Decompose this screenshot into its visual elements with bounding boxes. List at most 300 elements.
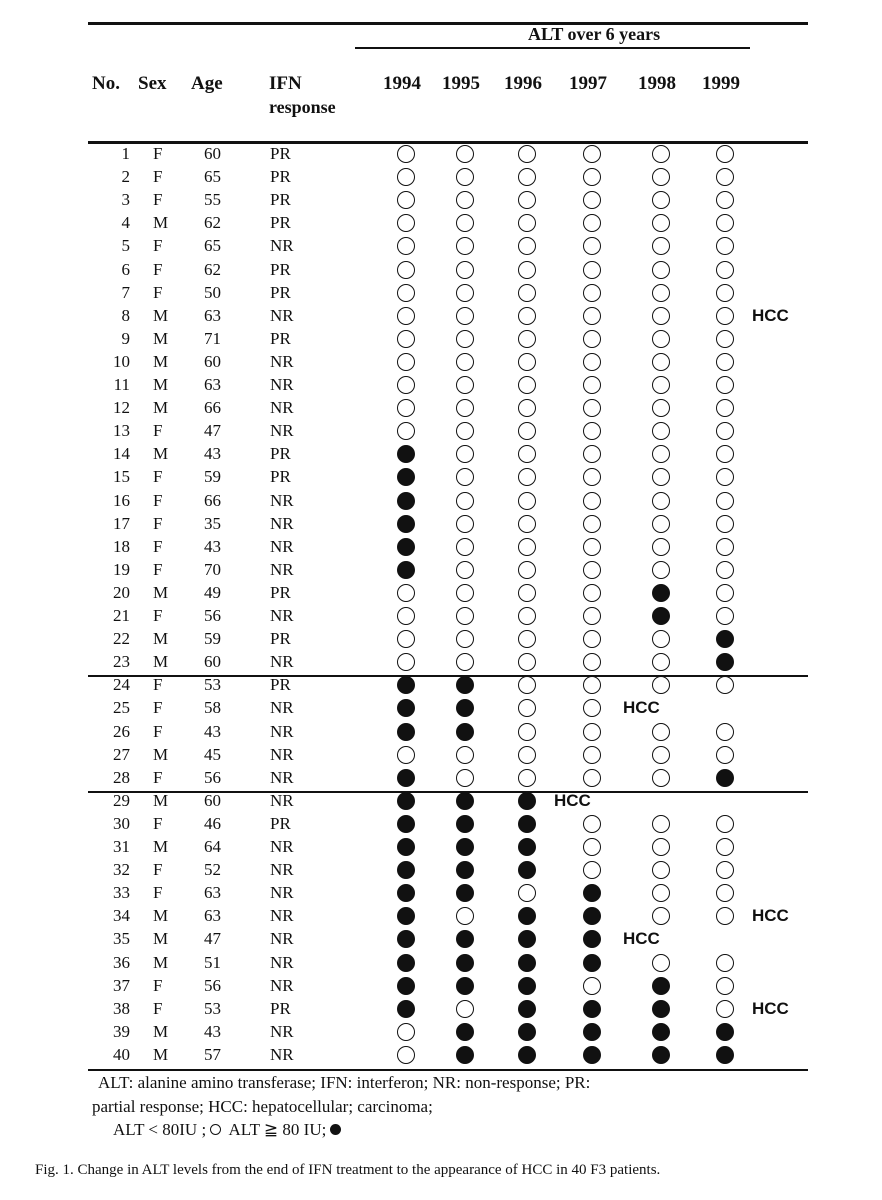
- open-circle-icon: [456, 168, 474, 186]
- filled-circle-icon: [518, 815, 536, 833]
- filled-circle-icon: [518, 907, 536, 925]
- open-circle-icon: [518, 630, 536, 648]
- open-circle-icon: [652, 468, 670, 486]
- row-number: 15: [113, 467, 130, 487]
- header-ifn: IFN: [269, 73, 302, 94]
- filled-circle-icon: [518, 1000, 536, 1018]
- row-number: 11: [113, 375, 130, 394]
- open-circle-icon: [397, 353, 415, 371]
- open-circle-icon: [456, 607, 474, 625]
- row-age: 53: [204, 998, 221, 1018]
- open-circle-icon: [716, 353, 734, 371]
- row-age: 43: [204, 444, 221, 464]
- row-sex: F: [153, 190, 163, 210]
- filled-circle-icon: [652, 1046, 670, 1064]
- row-sex: F: [153, 767, 163, 787]
- filled-circle-icon: [583, 884, 601, 902]
- open-circle-icon: [652, 515, 670, 533]
- open-circle-icon: [652, 538, 670, 556]
- open-circle-icon: [583, 977, 601, 995]
- row-ifn-response: NR: [270, 721, 294, 741]
- open-circle-icon: [518, 538, 536, 556]
- open-circle-icon: [716, 884, 734, 902]
- open-circle-icon: [456, 376, 474, 394]
- row-number: 39: [113, 1021, 130, 1041]
- row-ifn-response: NR: [270, 490, 294, 510]
- row-age: 70: [204, 559, 221, 579]
- open-circle-icon: [518, 214, 536, 232]
- filled-circle-icon: [456, 699, 474, 717]
- row-number: 2: [121, 167, 130, 187]
- row-number: 12: [113, 398, 130, 418]
- filled-circle-icon: [397, 561, 415, 579]
- row-number: 33: [113, 883, 130, 903]
- filled-circle-icon: [456, 676, 474, 694]
- open-circle-icon: [397, 376, 415, 394]
- filled-circle-icon: [518, 1046, 536, 1064]
- row-sex: M: [153, 305, 169, 325]
- open-circle-icon: [583, 699, 601, 717]
- open-circle-icon: [652, 907, 670, 925]
- row-sex: F: [153, 144, 163, 163]
- open-circle-icon: [583, 769, 601, 787]
- open-circle-icon: [716, 191, 734, 209]
- filled-circle-icon: [583, 1000, 601, 1018]
- open-circle-icon: [518, 330, 536, 348]
- open-circle-icon: [583, 307, 601, 325]
- row-ifn-response: PR: [270, 813, 291, 833]
- open-circle-icon: [716, 838, 734, 856]
- row-number: 40: [113, 1044, 130, 1064]
- open-circle-icon: [397, 653, 415, 671]
- filled-circle-icon: [583, 1023, 601, 1041]
- open-circle-icon: [583, 584, 601, 602]
- filled-circle-icon: [583, 907, 601, 925]
- open-circle-icon: [456, 1000, 474, 1018]
- header-bottom-rule: [88, 141, 808, 144]
- row-ifn-response: NR: [270, 906, 294, 926]
- filled-circle-icon: [652, 977, 670, 995]
- row-age: 64: [204, 837, 221, 856]
- row-sex: F: [153, 998, 163, 1018]
- open-circle-icon: [518, 607, 536, 625]
- open-circle-icon: [652, 653, 670, 671]
- row-number: 16: [113, 490, 130, 510]
- row-ifn-response: NR: [270, 975, 294, 995]
- header-year-1996: 1996: [504, 73, 542, 94]
- open-circle-icon: [456, 769, 474, 787]
- hcc-label: HCC: [752, 305, 789, 325]
- row-sex: M: [153, 652, 169, 672]
- row-age: 59: [204, 629, 221, 649]
- open-circle-icon: [583, 838, 601, 856]
- row-sex: F: [153, 421, 163, 441]
- header-sex: Sex: [138, 73, 167, 94]
- open-circle-icon: [583, 445, 601, 463]
- legend-high-label: ALT ≧ 80 IU;: [228, 1120, 327, 1139]
- header-no: No.: [92, 73, 120, 94]
- filled-circle-icon: [397, 676, 415, 694]
- open-circle-icon: [652, 353, 670, 371]
- open-circle-icon: [716, 168, 734, 186]
- row-sex: M: [153, 790, 169, 810]
- open-circle-icon: [716, 445, 734, 463]
- row-sex: F: [153, 606, 163, 625]
- open-circle-icon: [652, 422, 670, 440]
- open-circle-icon: [518, 699, 536, 717]
- open-circle-icon: [456, 261, 474, 279]
- open-circle-icon: [716, 607, 734, 625]
- hcc-label: HCC: [554, 790, 591, 810]
- filled-circle-icon: [456, 977, 474, 995]
- row-ifn-response: PR: [270, 328, 291, 348]
- open-circle-icon: [716, 676, 734, 694]
- row-age: 66: [204, 398, 221, 418]
- group-divider-rule-2: [88, 791, 808, 793]
- row-ifn-response: PR: [270, 675, 291, 695]
- filled-circle-icon: [397, 930, 415, 948]
- open-circle-icon: [716, 538, 734, 556]
- header-year-1994: 1994: [383, 73, 421, 94]
- header-year-1997: 1997: [569, 73, 607, 94]
- filled-circle-icon: [397, 977, 415, 995]
- open-circle-icon: [397, 1023, 415, 1041]
- open-circle-icon: [583, 376, 601, 394]
- open-circle-icon: [456, 653, 474, 671]
- open-circle-icon: [518, 261, 536, 279]
- open-circle-icon: [583, 214, 601, 232]
- filled-circle-icon: [456, 930, 474, 948]
- row-age: 57: [204, 1044, 221, 1064]
- open-circle-icon: [397, 307, 415, 325]
- row-ifn-response: PR: [270, 144, 291, 163]
- filled-circle-icon: [456, 723, 474, 741]
- open-circle-icon: [397, 584, 415, 602]
- row-age: 52: [204, 860, 221, 880]
- filled-circle-icon: [397, 492, 415, 510]
- open-circle-icon: [583, 191, 601, 209]
- row-number: 37: [113, 975, 130, 995]
- row-number: 4: [121, 213, 130, 233]
- filled-circle-icon: [397, 884, 415, 902]
- open-circle-icon: [456, 330, 474, 348]
- row-age: 43: [204, 1021, 221, 1041]
- open-circle-icon: [716, 492, 734, 510]
- open-circle-icon: [716, 468, 734, 486]
- filled-circle-icon: [716, 653, 734, 671]
- row-age: 62: [204, 213, 221, 233]
- open-circle-icon: [716, 746, 734, 764]
- open-circle-icon: [583, 630, 601, 648]
- open-circle-icon: [652, 492, 670, 510]
- open-circle-icon: [716, 977, 734, 995]
- row-sex: M: [153, 952, 169, 972]
- open-circle-icon: [518, 723, 536, 741]
- row-number: 26: [113, 721, 130, 741]
- row-age: 55: [204, 190, 221, 210]
- row-sex: M: [153, 582, 169, 602]
- open-circle-icon: [716, 907, 734, 925]
- open-circle-icon: [583, 861, 601, 879]
- filled-circle-icon: [456, 815, 474, 833]
- open-circle-icon: [518, 145, 536, 163]
- open-circle-icon: [456, 353, 474, 371]
- open-circle-icon: [583, 468, 601, 486]
- filled-circle-icon: [397, 792, 415, 810]
- row-ifn-response: NR: [270, 744, 294, 764]
- filled-circle-icon: [397, 445, 415, 463]
- open-circle-icon: [583, 145, 601, 163]
- open-circle-icon: [716, 723, 734, 741]
- open-circle-icon: [652, 445, 670, 463]
- row-sex: F: [153, 813, 163, 833]
- filled-circle-icon: [397, 515, 415, 533]
- row-ifn-response: NR: [270, 536, 294, 556]
- row-number: 7: [121, 282, 130, 302]
- row-age: 50: [204, 282, 221, 302]
- open-circle-icon: [397, 630, 415, 648]
- open-circle-icon: [716, 861, 734, 879]
- row-sex: F: [153, 698, 163, 718]
- row-ifn-response: PR: [270, 259, 291, 279]
- row-number: 25: [113, 698, 130, 718]
- row-age: 56: [204, 975, 221, 995]
- row-ifn-response: PR: [270, 998, 291, 1018]
- row-age: 56: [204, 606, 221, 625]
- open-circle-icon: [716, 399, 734, 417]
- open-circle-icon: [456, 191, 474, 209]
- row-age: 63: [204, 305, 221, 325]
- filled-circle-icon: [716, 630, 734, 648]
- row-sex: F: [153, 236, 163, 256]
- open-circle-icon: [652, 191, 670, 209]
- open-circle-icon: [397, 1046, 415, 1064]
- open-circle-icon: [456, 468, 474, 486]
- row-number: 18: [113, 536, 130, 556]
- open-circle-icon: [518, 676, 536, 694]
- row-ifn-response: NR: [270, 513, 294, 533]
- row-sex: M: [153, 929, 169, 949]
- open-circle-icon: [583, 237, 601, 255]
- open-circle-icon: [583, 515, 601, 533]
- row-number: 24: [113, 675, 130, 695]
- open-circle-icon: [583, 330, 601, 348]
- open-circle-icon: [583, 261, 601, 279]
- open-circle-icon: [518, 307, 536, 325]
- open-circle-icon: [583, 676, 601, 694]
- open-circle-icon: [456, 214, 474, 232]
- header-age: Age: [191, 73, 223, 94]
- open-circle-icon: [652, 261, 670, 279]
- open-circle-icon: [583, 492, 601, 510]
- open-circle-icon: [716, 515, 734, 533]
- row-ifn-response: NR: [270, 767, 294, 787]
- row-sex: F: [153, 559, 163, 579]
- row-ifn-response: PR: [270, 167, 291, 187]
- filled-circle-icon: [652, 584, 670, 602]
- row-number: 8: [121, 305, 130, 325]
- open-circle-icon: [518, 422, 536, 440]
- open-circle-icon: [456, 284, 474, 302]
- open-circle-icon: [518, 445, 536, 463]
- filled-circle-icon: [716, 1046, 734, 1064]
- row-age: 62: [204, 259, 221, 279]
- row-number: 20: [113, 582, 130, 602]
- open-circle-icon: [456, 422, 474, 440]
- open-circle-icon: [583, 538, 601, 556]
- hcc-label: HCC: [752, 906, 789, 926]
- row-ifn-response: NR: [270, 698, 294, 718]
- row-number: 19: [113, 559, 130, 579]
- open-circle-icon: [716, 376, 734, 394]
- row-sex: M: [153, 328, 169, 348]
- row-ifn-response: NR: [270, 652, 294, 672]
- filled-circle-icon: [456, 1046, 474, 1064]
- table-bottom-rule: [88, 1069, 808, 1071]
- open-circle-icon: [518, 584, 536, 602]
- row-age: 51: [204, 952, 221, 972]
- row-sex: M: [153, 906, 169, 926]
- row-age: 35: [204, 513, 221, 533]
- open-circle-icon: [652, 330, 670, 348]
- row-sex: F: [153, 883, 163, 903]
- row-ifn-response: NR: [270, 559, 294, 579]
- open-circle-icon: [716, 422, 734, 440]
- open-circle-icon: [397, 191, 415, 209]
- row-sex: F: [153, 860, 163, 880]
- row-sex: F: [153, 513, 163, 533]
- row-number: 6: [121, 259, 130, 279]
- row-sex: M: [153, 629, 169, 649]
- row-number: 27: [113, 744, 130, 764]
- row-sex: F: [153, 975, 163, 995]
- filled-circle-icon: [397, 954, 415, 972]
- open-circle-icon: [397, 168, 415, 186]
- open-circle-icon: [583, 815, 601, 833]
- row-age: 56: [204, 767, 221, 787]
- open-circle-icon: [456, 538, 474, 556]
- row-ifn-response: PR: [270, 190, 291, 210]
- row-age: 60: [204, 652, 221, 672]
- row-age: 43: [204, 536, 221, 556]
- row-ifn-response: NR: [270, 398, 294, 418]
- open-circle-icon: [397, 284, 415, 302]
- legend-line: [113, 1120, 345, 1140]
- open-circle-icon: [716, 815, 734, 833]
- row-sex: M: [153, 351, 169, 371]
- open-circle-icon: [652, 838, 670, 856]
- row-age: 63: [204, 375, 221, 394]
- row-sex: M: [153, 1044, 169, 1064]
- open-circle-icon: [652, 861, 670, 879]
- row-age: 49: [204, 582, 221, 602]
- open-circle-icon: [652, 815, 670, 833]
- open-circle-icon: [583, 422, 601, 440]
- row-age: 47: [204, 929, 221, 949]
- row-ifn-response: NR: [270, 860, 294, 880]
- open-circle-icon: [518, 191, 536, 209]
- filled-circle-icon: [518, 977, 536, 995]
- open-circle-icon: [518, 653, 536, 671]
- row-number: 38: [113, 998, 130, 1018]
- row-number: 21: [113, 606, 130, 625]
- filled-circle-icon: [716, 769, 734, 787]
- open-circle-icon: [716, 330, 734, 348]
- filled-circle-icon: [456, 954, 474, 972]
- row-ifn-response: NR: [270, 421, 294, 441]
- open-circle-icon: [397, 746, 415, 764]
- row-ifn-response: NR: [270, 236, 294, 256]
- header-year-1995: 1995: [442, 73, 480, 94]
- row-number: 28: [113, 767, 130, 787]
- hcc-label: HCC: [752, 998, 789, 1018]
- filled-circle-icon: [330, 1124, 341, 1135]
- row-sex: M: [153, 375, 169, 394]
- row-sex: F: [153, 721, 163, 741]
- row-number: 29: [113, 790, 130, 810]
- row-ifn-response: NR: [270, 837, 294, 856]
- open-circle-icon: [583, 284, 601, 302]
- row-ifn-response: PR: [270, 467, 291, 487]
- row-number: 23: [113, 652, 130, 672]
- open-circle-icon: [397, 422, 415, 440]
- filled-circle-icon: [652, 1023, 670, 1041]
- filled-circle-icon: [397, 1000, 415, 1018]
- row-ifn-response: PR: [270, 282, 291, 302]
- row-number: 1: [121, 144, 130, 163]
- open-circle-icon: [583, 168, 601, 186]
- filled-circle-icon: [652, 1000, 670, 1018]
- filled-circle-icon: [518, 838, 536, 856]
- open-circle-icon: [397, 330, 415, 348]
- filled-circle-icon: [397, 769, 415, 787]
- row-sex: F: [153, 282, 163, 302]
- group-divider-rule-1: [88, 675, 808, 677]
- open-circle-icon: [716, 1000, 734, 1018]
- row-number: 14: [113, 444, 130, 464]
- row-age: 60: [204, 351, 221, 371]
- open-circle-icon: [716, 307, 734, 325]
- open-circle-icon: [583, 561, 601, 579]
- open-circle-icon: [397, 607, 415, 625]
- row-sex: M: [153, 744, 169, 764]
- row-sex: F: [153, 259, 163, 279]
- row-number: 32: [113, 860, 130, 880]
- row-age: 66: [204, 490, 221, 510]
- row-sex: M: [153, 213, 169, 233]
- row-ifn-response: NR: [270, 790, 294, 810]
- open-circle-icon: [518, 515, 536, 533]
- open-circle-icon: [397, 261, 415, 279]
- open-circle-icon: [456, 237, 474, 255]
- row-number: 31: [113, 837, 130, 856]
- open-circle-icon: [583, 746, 601, 764]
- open-circle-icon: [716, 284, 734, 302]
- open-circle-icon: [652, 676, 670, 694]
- open-circle-icon: [583, 399, 601, 417]
- row-age: 63: [204, 883, 221, 903]
- row-sex: M: [153, 398, 169, 418]
- open-circle-icon: [716, 145, 734, 163]
- row-sex: M: [153, 444, 169, 464]
- filled-circle-icon: [397, 838, 415, 856]
- open-circle-icon: [397, 237, 415, 255]
- row-age: 60: [204, 790, 221, 810]
- row-ifn-response: NR: [270, 1021, 294, 1041]
- open-circle-icon: [652, 746, 670, 764]
- row-number: 5: [121, 236, 130, 256]
- filled-circle-icon: [397, 815, 415, 833]
